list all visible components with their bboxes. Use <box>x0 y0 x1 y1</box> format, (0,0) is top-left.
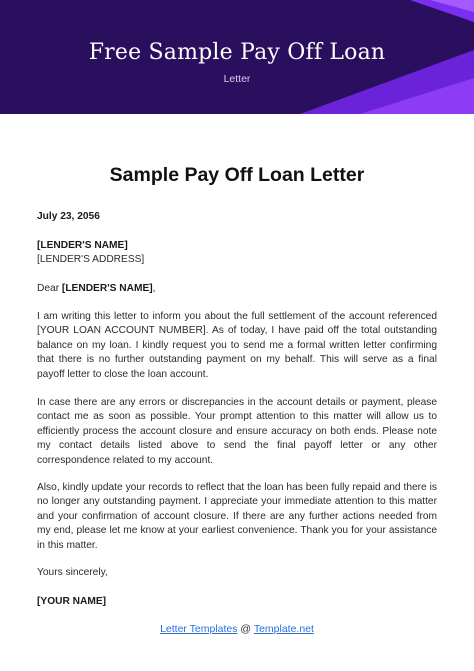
salutation <box>37 282 437 296</box>
footer <box>0 623 474 635</box>
document-title: Sample Pay Off Loan Letter <box>109 164 365 186</box>
banner-subtitle: Letter <box>223 73 251 85</box>
recipient-address: [LENDER'S ADDRESS] <box>37 254 145 265</box>
header-banner <box>0 0 474 114</box>
paragraph-1: I am writing this letter to inform you about the full settlement of the account referenced [YOUR LOAN ACCOUNT NUMBER]. As of today, I have paid off the total outstanding balance on my loan. I kindly request you to send me a formal written letter confirming that there is no further outstanding payment on my behalf. This will serve as a final payoff letter to close the loan account. <box>37 311 437 380</box>
template-net-link[interactable]: Template.net <box>253 623 314 635</box>
recipient-name: [LENDER'S NAME] <box>37 240 128 251</box>
letter-templates-link[interactable]: Letter Templates <box>160 623 238 635</box>
paragraph-3: Also, kindly update your records to reflect that the loan has been fully repaid and there is no longer any outstanding payment. I appreciate your immediate attention to this matter and your confirmation of account closure. If there are any further actions needed from my end, please let me know at your earliest convenience. Thank you for your assistance in this matter. <box>37 482 437 551</box>
signature: [YOUR NAME] <box>37 596 107 607</box>
salutation-name: [LENDER'S NAME] <box>61 283 153 294</box>
closing: Yours sincerely, <box>37 567 108 578</box>
salutation-suffix: , <box>152 283 156 294</box>
banner-title: Free Sample Pay Off Loan <box>88 40 386 65</box>
salutation-prefix: Dear <box>37 283 62 294</box>
paragraph-2: In case there are any errors or discrepancies in the account details or payment, please contact me as soon as possible. Your prompt attention to this matter will allow us to efficiently process the account closure and ensure accuracy on both ends. Please note my contact details listed above to send the final payoff letter or any other correspondence related to my account. <box>37 397 437 466</box>
letter-date: July 23, 2056 <box>37 211 100 222</box>
footer-separator: @ <box>237 623 254 635</box>
